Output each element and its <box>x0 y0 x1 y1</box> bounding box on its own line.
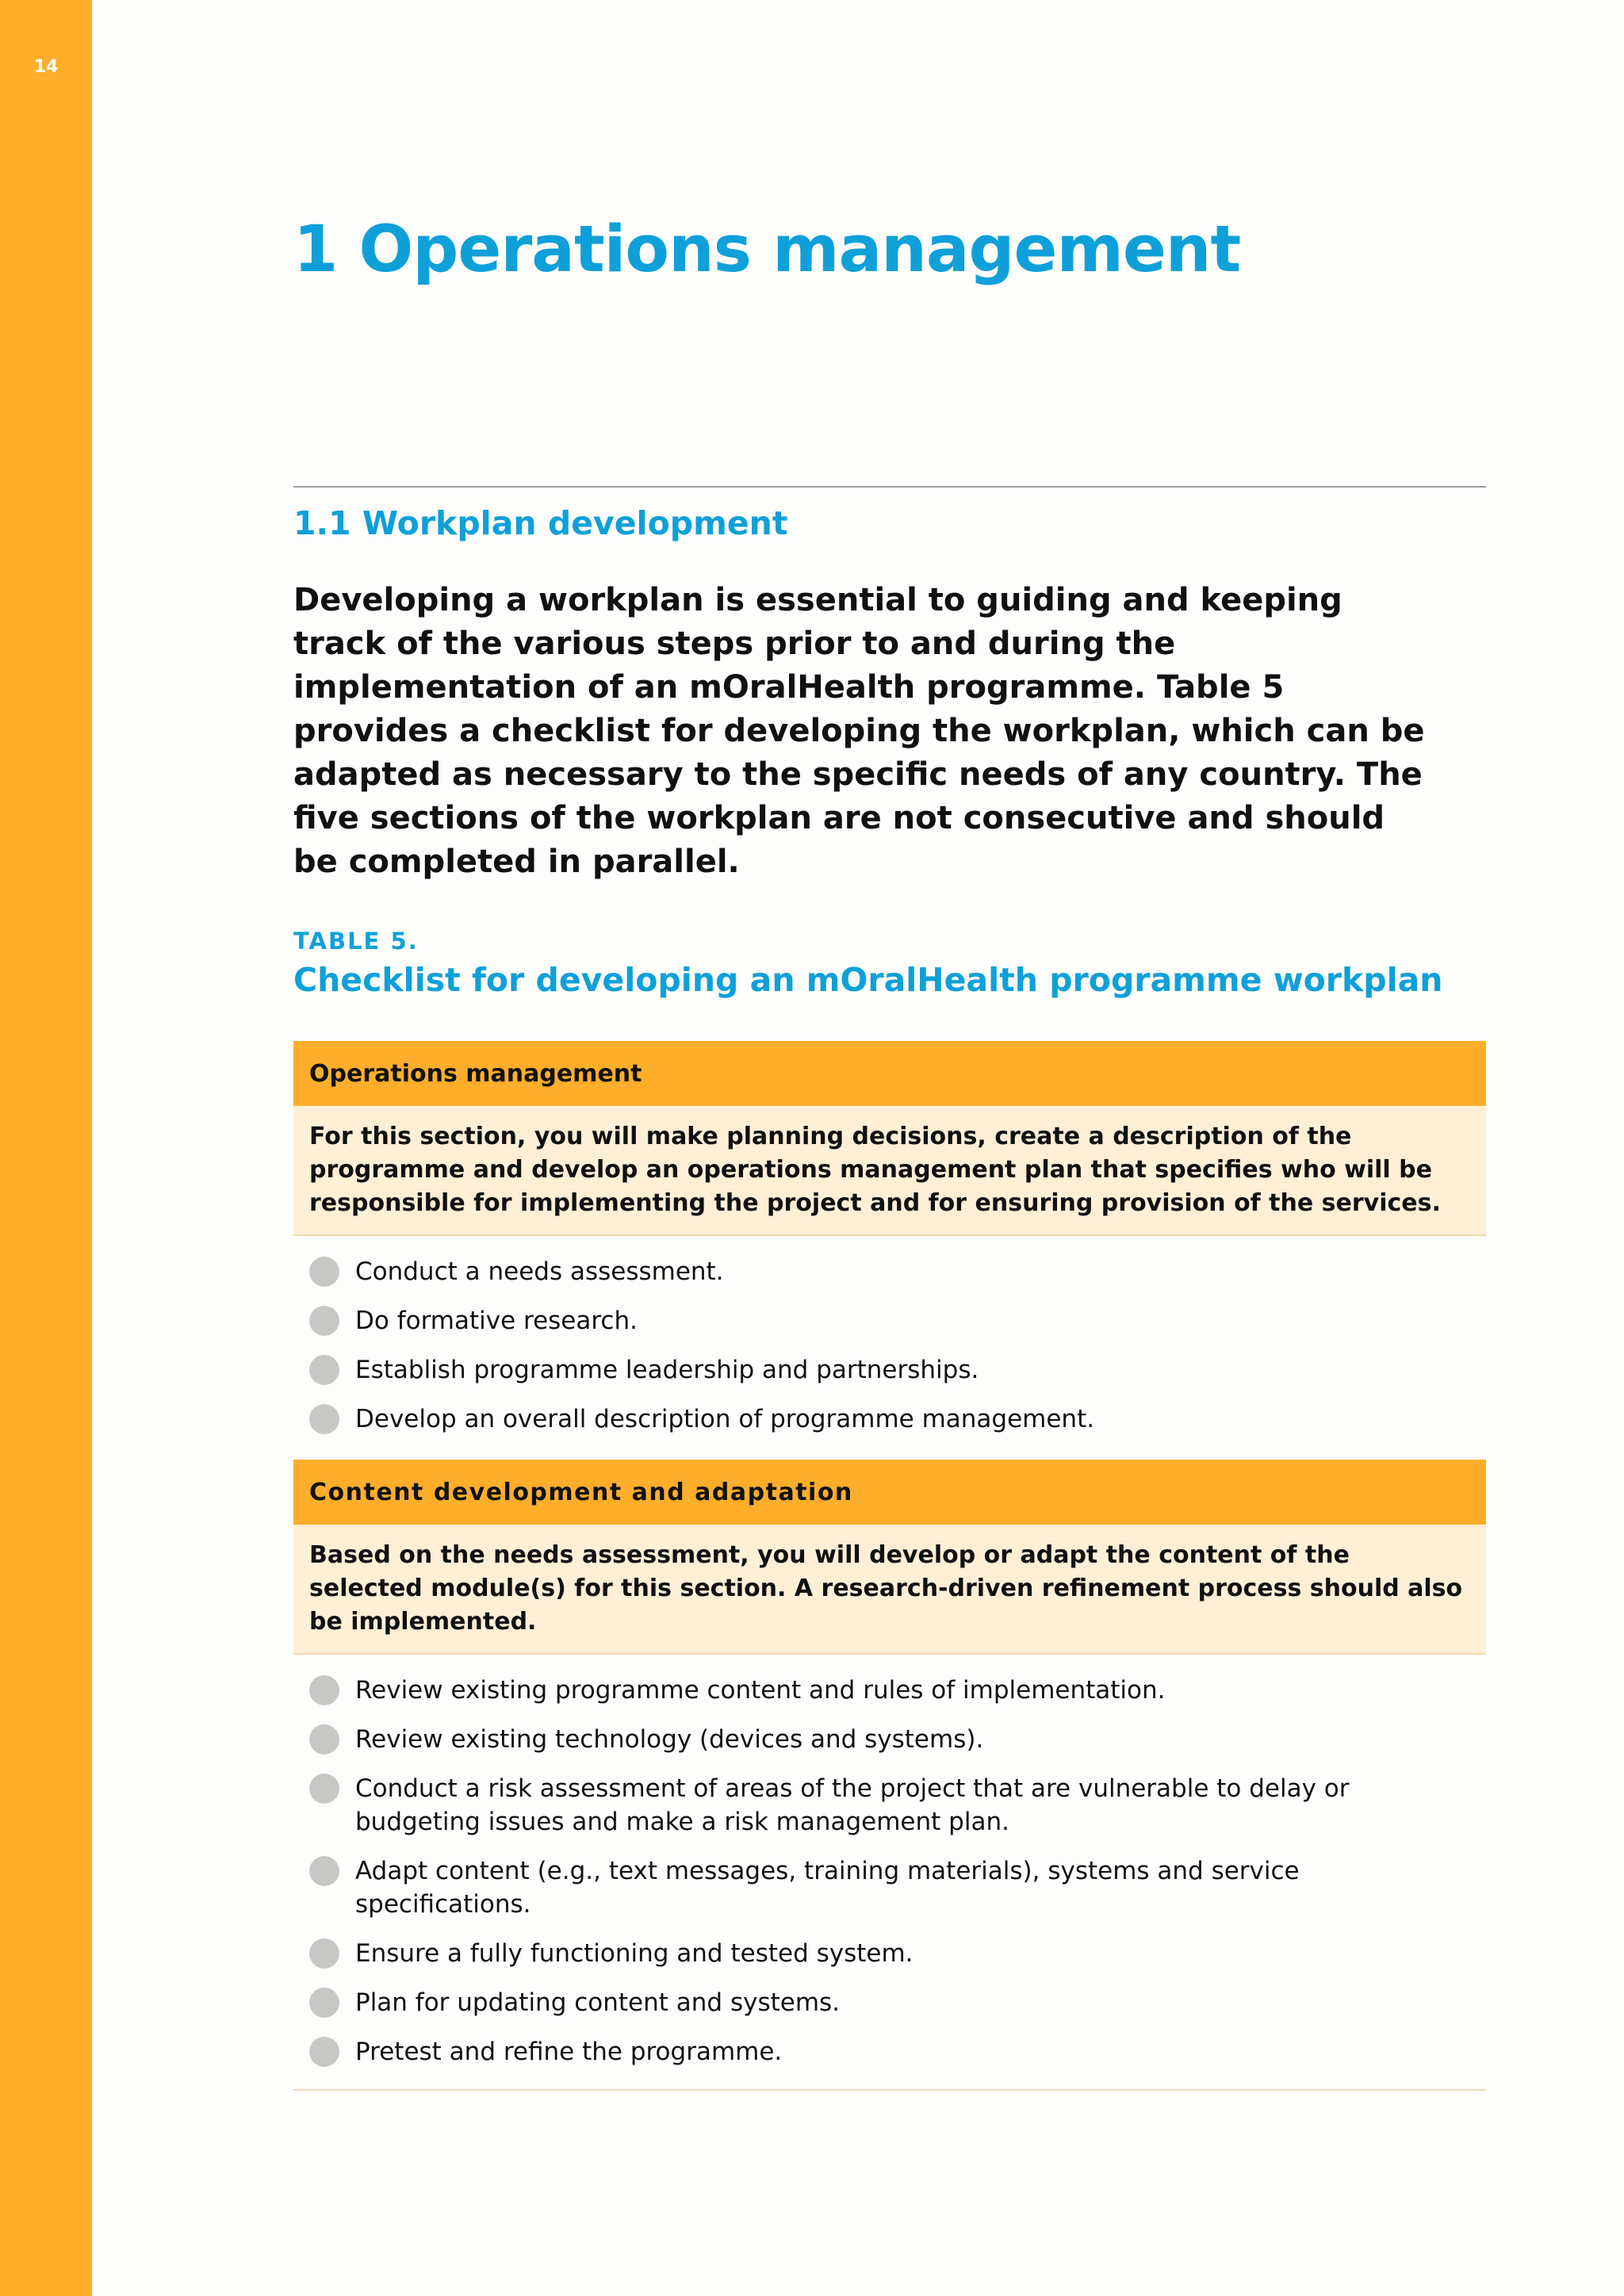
checklist-item <box>293 1772 1486 1839</box>
checklist-item-label: Review existing technology (devices and systems). <box>355 1725 984 1754</box>
side-bar <box>0 0 92 2296</box>
checklist-item-label: Pretest and refine the programme. <box>355 2038 783 2066</box>
checklist-item <box>293 1723 1486 1756</box>
intro-paragraph <box>293 579 1435 884</box>
checklist-item-label: Establish programme leadership and partnerships. <box>355 1356 979 1384</box>
checklist-item <box>293 1986 1486 2019</box>
checklist-item-label: Do formative research. <box>355 1307 638 1335</box>
checklist-item-label: Ensure a fully functioning and tested system. <box>355 1939 914 1968</box>
intro-table-reference: Table 5 <box>1156 669 1285 706</box>
checkbox-circle-icon[interactable] <box>309 1355 339 1385</box>
checklist-table <box>293 1041 1486 2091</box>
checkbox-circle-icon[interactable] <box>309 1938 339 1969</box>
checklist-item-label: Review existing programme content and rules of implementation. <box>355 1676 1166 1705</box>
checklist-item <box>293 1255 1486 1288</box>
table-section-description: Based on the needs assessment, you will develop or adapt the content of the selected module(s) for this section. A research-driven refinement process should also be implemented. <box>293 1525 1486 1655</box>
checklist-item <box>293 2035 1486 2068</box>
checklist-item <box>293 1937 1486 1970</box>
checklist-item-label: Adapt content (e.g., text messages, training materials), systems and service specifications. <box>355 1857 1300 1919</box>
table-section-heading: Content development and adaptation <box>293 1460 1486 1525</box>
checkbox-circle-icon[interactable] <box>309 1257 339 1287</box>
checklist-item-label: Develop an overall description of programme management. <box>355 1405 1095 1433</box>
section-divider <box>293 486 1486 488</box>
table-section-description: For this section, you will make planning decisions, create a description of the programme and develop an operations management plan that specifies who will be responsible for implementing the project and for ensuring provision of the services. <box>293 1106 1486 1236</box>
checklist-item <box>293 1402 1486 1436</box>
checklist-item <box>293 1854 1486 1921</box>
checkbox-circle-icon[interactable] <box>309 1404 339 1434</box>
checkbox-circle-icon[interactable] <box>309 1306 339 1336</box>
checkbox-circle-icon[interactable] <box>309 1724 339 1755</box>
table-title: Checklist for developing an mOralHealth programme workplan <box>293 961 1443 999</box>
checkbox-circle-icon[interactable] <box>309 1774 339 1804</box>
table-section-heading: Operations management <box>293 1041 1486 1106</box>
checklist <box>293 1655 1486 2091</box>
checklist-item <box>293 1353 1486 1387</box>
checkbox-circle-icon[interactable] <box>309 2037 339 2067</box>
checklist <box>293 1236 1486 1460</box>
checklist-item-label: Conduct a risk assessment of areas of the project that are vulnerable to delay or budgeting issues and make a risk management plan. <box>355 1774 1350 1836</box>
chapter-title: 1 Operations management <box>293 212 1241 287</box>
checklist-item-label: Conduct a needs assessment. <box>355 1257 724 1286</box>
page-number: 14 <box>33 57 59 77</box>
intro-text-part1: Developing a workplan is essential to guiding and keeping track of the various steps prior to and during the implementation of an mOralHealth programme. <box>293 582 1342 706</box>
checkbox-circle-icon[interactable] <box>309 1988 339 2018</box>
checkbox-circle-icon[interactable] <box>309 1675 339 1705</box>
section-heading: 1.1 Workplan development <box>293 504 788 542</box>
checklist-item <box>293 1674 1486 1707</box>
checklist-item-label: Plan for updating content and systems. <box>355 1988 841 2017</box>
checkbox-circle-icon[interactable] <box>309 1856 339 1886</box>
checklist-item <box>293 1304 1486 1337</box>
intro-text-part2: provides a checklist for developing the workplan, which can be adapted as necessary to the specific needs of any country. The five sections of the workplan are not consecutive and should be completed in parallel. <box>293 713 1425 880</box>
table-label: TABLE 5. <box>293 928 419 955</box>
